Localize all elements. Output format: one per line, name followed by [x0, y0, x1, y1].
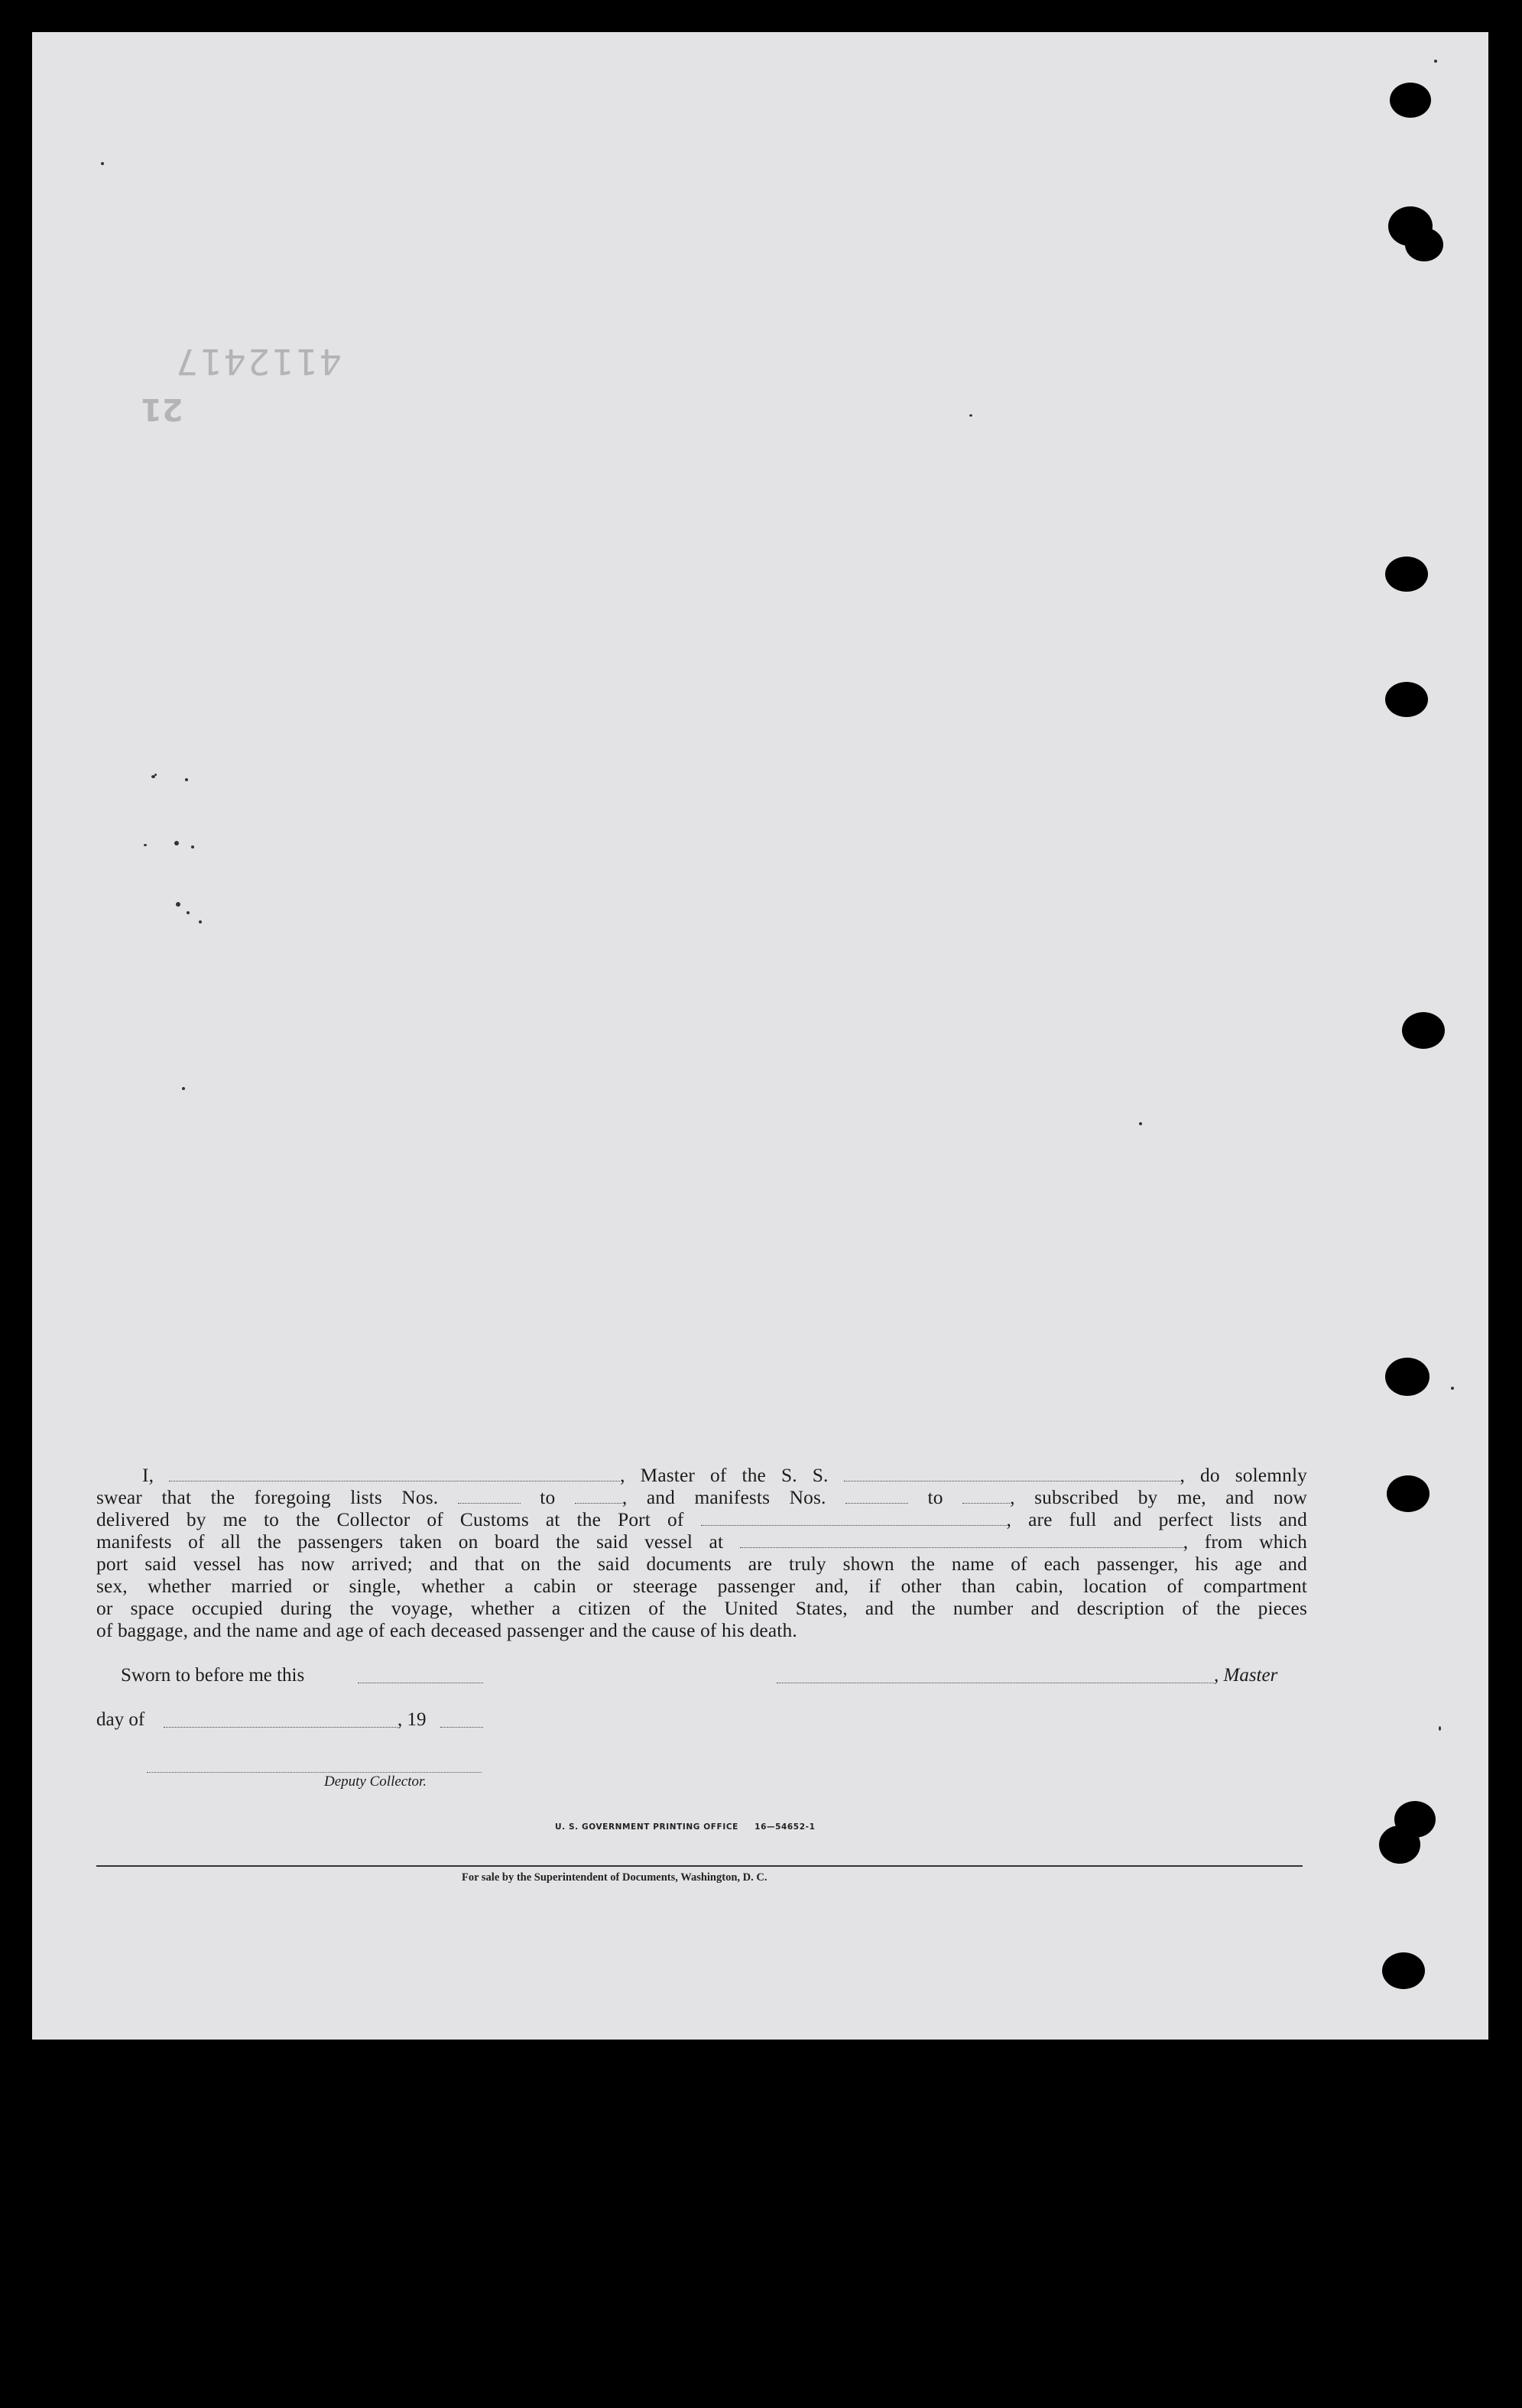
- affidavit-line-4: manifests of all the passengers taken on board the said vessel at , from which: [96, 1531, 1308, 1553]
- sworn-day-blank[interactable]: [358, 1682, 483, 1683]
- sworn-text: Sworn to before me this: [121, 1665, 305, 1686]
- affidavit-line-2: swear that the foregoing lists Nos. to , and manifests Nos. to , subscribed by me, and now: [96, 1487, 1308, 1508]
- master-name-blank[interactable]: [169, 1480, 620, 1481]
- day-of-label: day of: [96, 1709, 145, 1730]
- pencil-number: 4112417: [174, 341, 342, 382]
- year-label: , 19: [398, 1709, 427, 1730]
- manifest-to-blank[interactable]: [962, 1502, 1010, 1504]
- affidavit-line-1: I, , Master of the S. S. , do solemnly: [142, 1465, 1308, 1486]
- speck: [174, 841, 179, 845]
- speck: [144, 844, 147, 846]
- for-sale-notice: For sale by the Superintendent of Documents, Washington, D. C.: [462, 1871, 767, 1884]
- document-page: [32, 32, 1488, 2040]
- punch-hole: [1382, 1952, 1425, 1989]
- master-signature-label: , Master: [1214, 1665, 1278, 1686]
- bottom-rule: [96, 1865, 1303, 1867]
- punch-hole: [1385, 682, 1428, 717]
- speck: [101, 162, 104, 165]
- master-signature-blank[interactable]: [777, 1682, 1214, 1683]
- speck: [1434, 60, 1437, 63]
- affidavit-line-8: of baggage, and the name and age of each deceased passenger and the cause of his death.: [96, 1620, 797, 1641]
- affidavit-line-5: port said vessel has now arrived; and that on the said documents are truly shown the name of each passenger, his age and: [96, 1553, 1307, 1575]
- year-blank[interactable]: [440, 1726, 483, 1728]
- pencil-subnumber: 21: [141, 391, 183, 427]
- punch-hole: [1387, 1475, 1430, 1512]
- speck: [1439, 1726, 1441, 1731]
- punch-hole: [1385, 1358, 1430, 1396]
- speck: [1139, 1122, 1142, 1125]
- speck: [191, 845, 194, 849]
- port-blank[interactable]: [701, 1524, 1007, 1526]
- speck: [154, 774, 157, 776]
- vessel-name-blank[interactable]: [844, 1480, 1180, 1481]
- deputy-collector-label: Deputy Collector.: [324, 1774, 427, 1790]
- deputy-signature-line[interactable]: [147, 1772, 482, 1773]
- speck: [176, 902, 180, 907]
- list-to-blank[interactable]: [575, 1502, 622, 1504]
- list-from-blank[interactable]: [458, 1502, 521, 1504]
- punch-hole: [1385, 557, 1428, 592]
- speck: [1451, 1387, 1454, 1390]
- affidavit-line-7: or space occupied during the voyage, whether a citizen of the United States, and the number and description of the pieces: [96, 1598, 1307, 1619]
- speck: [182, 1087, 185, 1090]
- speck: [199, 920, 202, 923]
- punch-hole: [1379, 1825, 1420, 1864]
- punch-hole: [1402, 1012, 1445, 1049]
- speck: [969, 414, 972, 417]
- printing-office-imprint: U. S. GOVERNMENT PRINTING OFFICE 16—54652-1: [555, 1822, 816, 1832]
- affidavit-line-6: sex, whether married or single, whether a cabin or steerage passenger and, if other than cabin, location of compartment: [96, 1576, 1307, 1597]
- embark-port-blank[interactable]: [740, 1546, 1183, 1548]
- speck: [187, 911, 190, 914]
- speck: [185, 778, 188, 781]
- master-affidavit: [96, 1465, 1307, 1642]
- punch-hole: [1405, 228, 1443, 261]
- punch-hole: [1390, 83, 1431, 118]
- affidavit-line-3: delivered by me to the Collector of Customs at the Port of , are full and perfect lists and: [96, 1509, 1307, 1530]
- manifest-from-blank[interactable]: [845, 1502, 908, 1504]
- month-blank[interactable]: [164, 1726, 398, 1728]
